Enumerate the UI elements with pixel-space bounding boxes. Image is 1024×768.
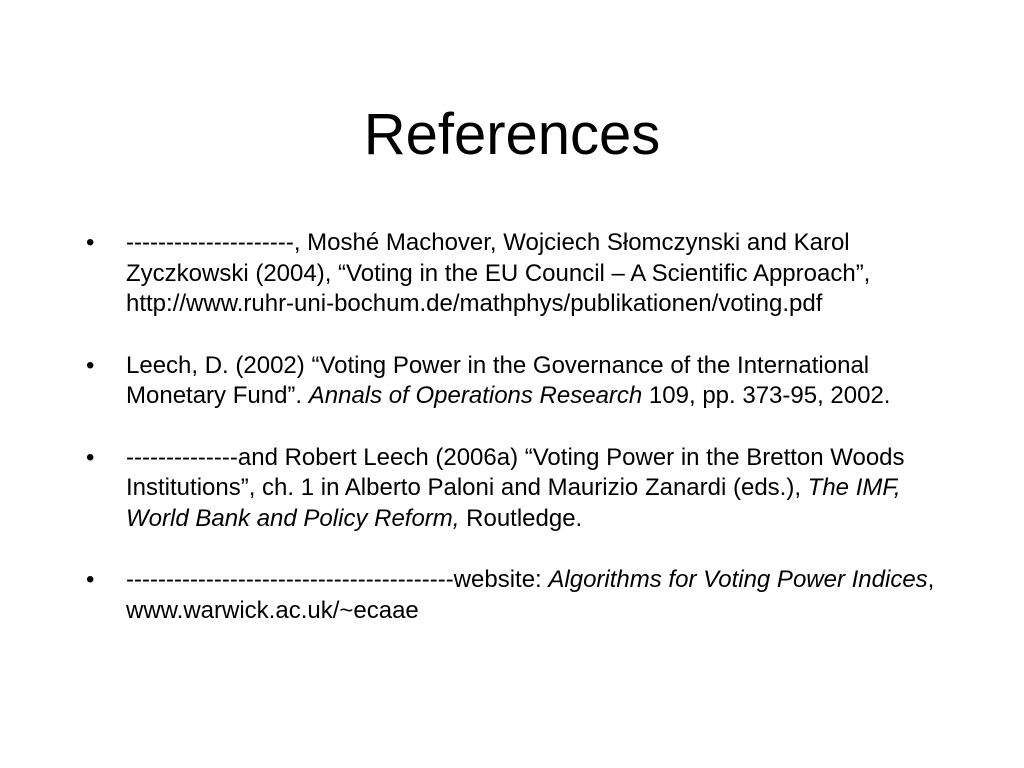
reference-text: -----------------------------------------website:	[126, 566, 549, 593]
reference-item	[0, 351, 1024, 412]
bullet-icon: •	[86, 229, 95, 256]
slide-title: References	[363, 102, 661, 167]
reference-text: --------------and Robert Leech (2006a) “Voting Power in the Bretton Woods Institutions”, ch. 1 in Alberto Paloni and Maurizio Zanardi (eds.),	[126, 443, 905, 501]
reference-text-end: 109, pp. 373-95, 2002.	[642, 382, 891, 409]
reference-list	[0, 228, 1024, 657]
reference-book-title: The IMF, World Bank and Policy Reform,	[126, 474, 901, 532]
reference-item	[0, 565, 1024, 626]
reference-text-end: , www.warwick.ac.uk/~ecaae	[126, 566, 935, 624]
bullet-icon: •	[86, 351, 95, 379]
reference-text: ---------------------, Moshé Machover, Wojciech Słomczynski and Karol Zyczkowski (2004), “Voting in the EU Council – A Scientific Approach”, http://www.ruhr-uni-bochum.de/mathphys/publikationen/voting.pdf	[126, 229, 871, 317]
reference-text-end: Routledge.	[459, 504, 583, 532]
reference-item	[0, 443, 1024, 535]
reference-item	[0, 228, 1024, 320]
reference-journal-title: Annals of Operations Research	[308, 382, 643, 409]
bullet-icon: •	[86, 566, 95, 593]
reference-website-title: Algorithms for Voting Power Indices	[548, 566, 928, 593]
bullet-icon: •	[86, 443, 95, 471]
reference-text: Leech, D. (2002) “Voting Power in the Governance of the International Monetary Fund”.	[126, 351, 870, 409]
